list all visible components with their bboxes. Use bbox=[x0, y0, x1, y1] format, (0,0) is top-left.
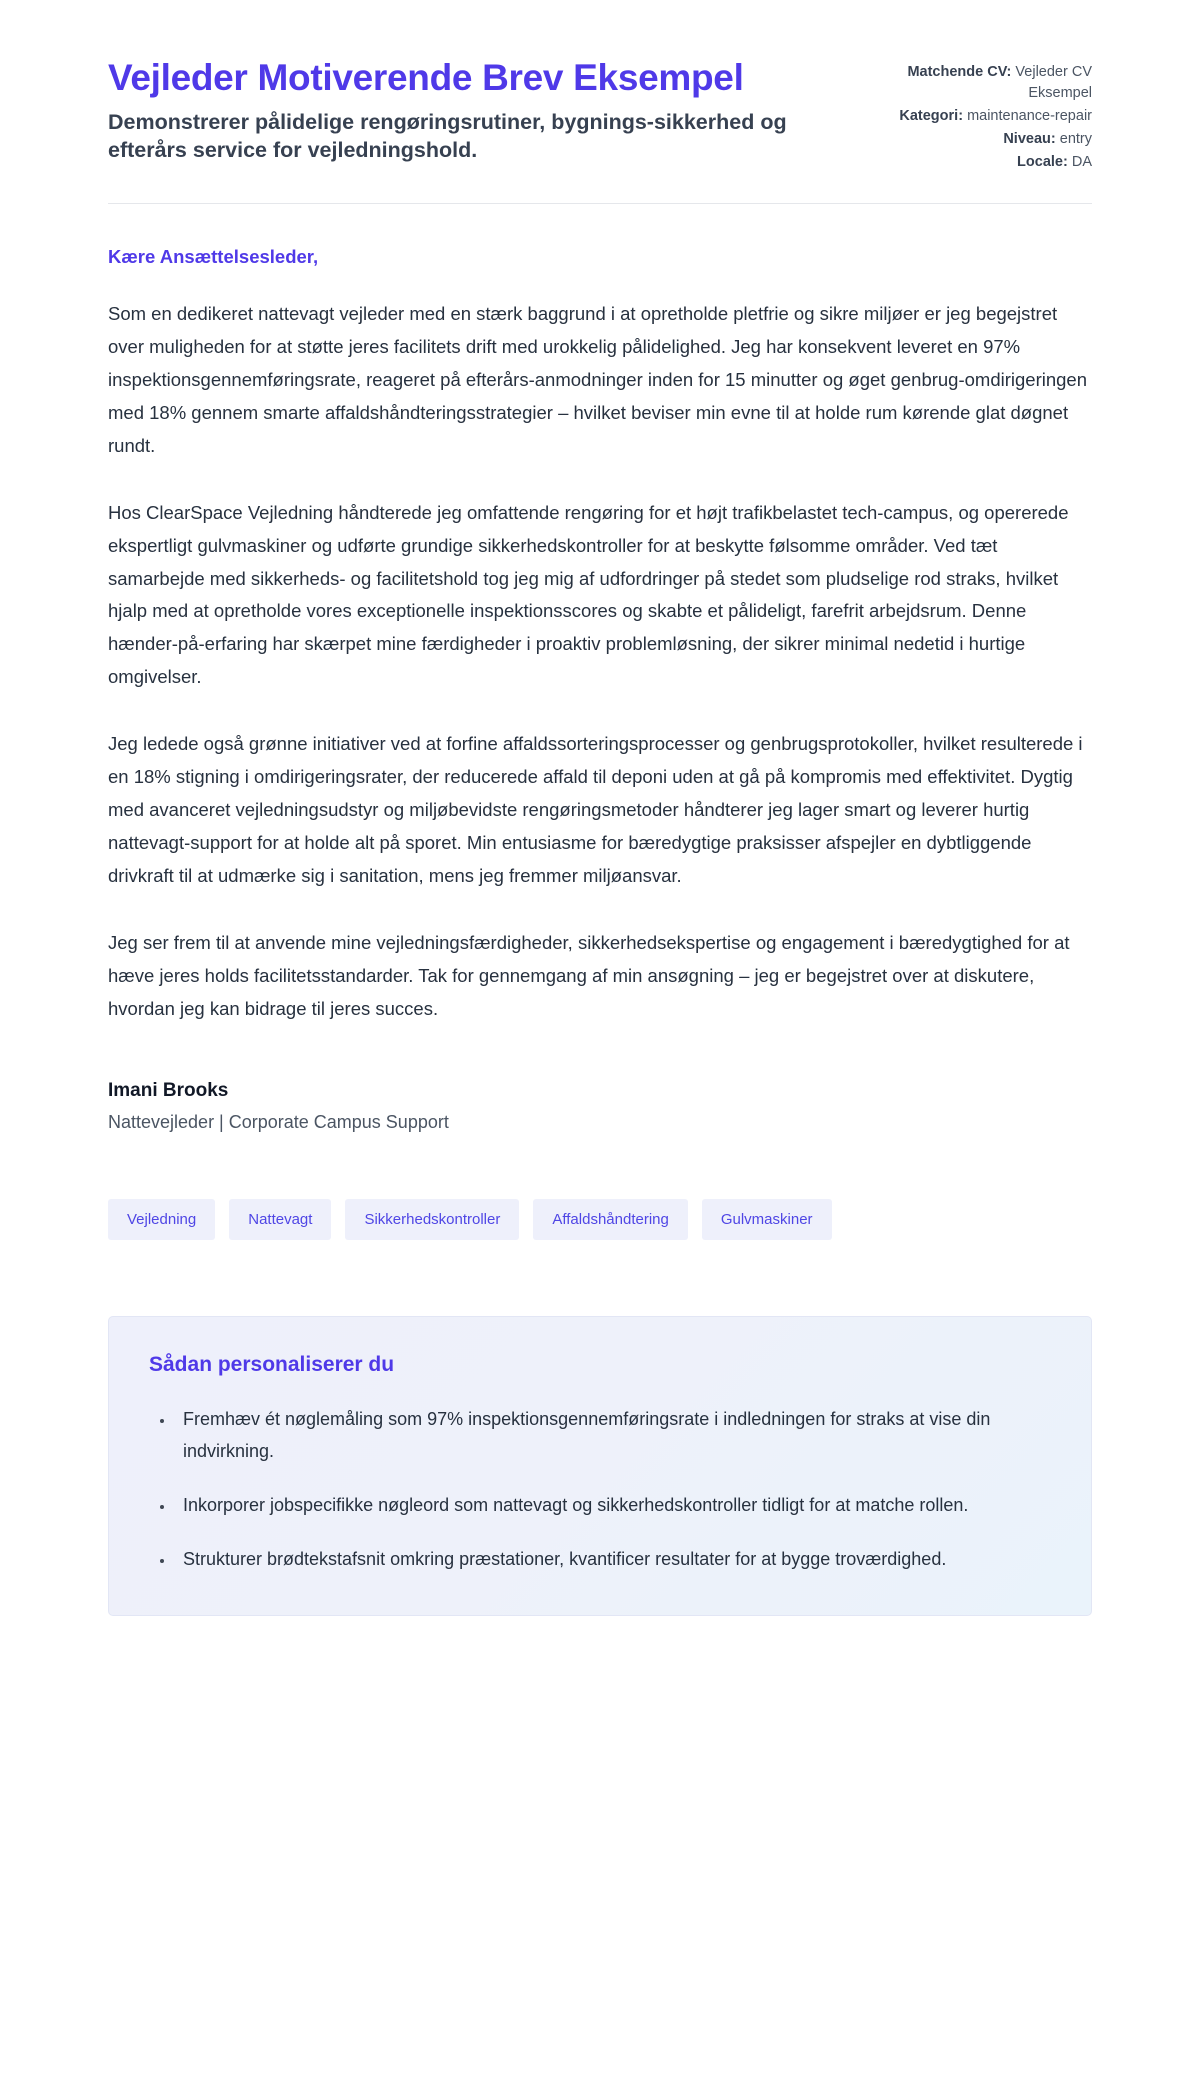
signature-role: Nattevejleder | Corporate Campus Support bbox=[108, 1111, 449, 1132]
page-subtitle: Demonstrerer pålidelige rengøringsrutiner, bygnings-sikkerhed og efterårs service for vejledningshold. bbox=[108, 109, 787, 163]
tag-chip[interactable]: Vejledning bbox=[108, 1199, 215, 1240]
letter-paragraph: Jeg ledede også grønne initiativer ved at forfine affaldssorteringsprocesser og genbrugsprotokoller, hvilket resulterede i en 18% stigning i omdirigeringsrater, der reducerede affald til deponi uden at gå på kompromis med effektivitet. Dygtig med avanceret vejledningsudstyr og miljøbevidste rengøringsmetoder håndterer jeg lager smart og leverer hurtig nattevagt-support for at holde alt på sporet. Min entusiasme for bæredygtige praksisser afspejler en dybtliggende drivkraft til at udmærke sig i sanitation, mens jeg fremmer miljøansvar. bbox=[108, 733, 1083, 886]
tag-list bbox=[108, 1199, 1092, 1240]
meta-value-level: entry bbox=[1059, 131, 1092, 148]
meta-label-matching-cv: Matchende CV: bbox=[907, 64, 1012, 80]
meta-row-matching-cv bbox=[862, 62, 1092, 104]
letter-salutation: Kære Ansættelsesleder, bbox=[108, 246, 319, 268]
letter-paragraph: Som en dedikeret nattevagt vejleder med en stærk baggrund i at opretholde pletfrie og sikre miljøer er jeg begejstret over muligheden for at støtte jeres facilitets drift med urokkelig pålidelighed. Jeg har konsekvent leveret en 97% inspektionsgennemføringsrate, reageret på efterårs-anmodninger inden for 15 minutter og øget genbrug-omdirigeringen med 18% gennem smarte affaldshåndteringsstrategier – hvilket beviser min evne til at holde rum kørende glat døgnet rundt. bbox=[108, 303, 1088, 456]
header-title-block bbox=[108, 56, 822, 164]
meta-label-locale: Locale: bbox=[1017, 154, 1068, 171]
meta-value-category: maintenance-repair bbox=[967, 108, 1092, 125]
signature-name: Imani Brooks bbox=[108, 1079, 229, 1101]
tag-chip[interactable]: Nattevagt bbox=[229, 1199, 331, 1240]
tip-item: • Fremhæv ét nøglemåling som 97% inspektionsgennemføringsrate i indledningen for straks at vise din indvirkning. bbox=[175, 1403, 1051, 1467]
letter-paragraph: Jeg ser frem til at anvende mine vejledningsfærdigheder, sikkerhedsekspertise og engagement i bæredygtighed for at hæve jeres holds facilitetsstandarder. Tak for gennemgang af min ansøgning – jeg er begejstret over at diskutere, hvordan jeg kan bidrage til jeres succes. bbox=[108, 931, 1070, 1019]
personalization-tips-card bbox=[108, 1316, 1092, 1616]
tag-chip[interactable]: Gulvmaskiner bbox=[702, 1199, 832, 1240]
meta-row-level bbox=[862, 129, 1092, 150]
cover-letter-body bbox=[108, 204, 1092, 1616]
meta-value-locale: DA bbox=[1071, 154, 1092, 171]
letter-paragraph: Hos ClearSpace Vejledning håndterede jeg omfattende rengøring for et højt trafikbelastet tech-campus, og opererede ekspertligt gulvmaskiner og udførte grundige sikkerhedskontroller for at beskytte følsomme områder. Ved tæt samarbejde med sikkerheds- og facilitetshold tog jeg mig af udfordringer på stedet som pludselige rod straks, hvilket hjalp med at opretholde vores exceptionelle inspektionsscores og skabte et pålideligt, farefrit arbejdsrum. Denne hænder-på-erfaring har skærpet mine færdigheder i proaktiv problemløsning, der sikrer minimal nedetid i hurtige omgivelser. bbox=[108, 501, 1069, 688]
tip-item: • Strukturer brødtekstafsnit omkring præstationer, kvantificer resultater for at bygge troværdighed. bbox=[175, 1543, 1051, 1575]
tip-item: • Inkorporer jobspecifikke nøgleord som nattevagt og sikkerhedskontroller tidligt for at matche rollen. bbox=[175, 1489, 1051, 1521]
page-title: Vejleder Motiverende Brev Eksempel bbox=[108, 57, 744, 98]
meta-row-locale bbox=[862, 152, 1092, 173]
tips-title: Sådan personaliserer du bbox=[149, 1352, 395, 1376]
meta-label-category: Kategori: bbox=[899, 108, 964, 125]
tag-chip[interactable]: Affaldshåndtering bbox=[533, 1199, 687, 1240]
signature-block bbox=[108, 1080, 1092, 1133]
tag-chip[interactable]: Sikkerhedskontroller bbox=[345, 1199, 519, 1240]
meta-value-matching-cv: Vejleder CV Eksempel bbox=[1015, 64, 1092, 102]
document-metadata bbox=[862, 56, 1092, 175]
meta-row-category bbox=[862, 106, 1092, 127]
meta-label-level: Niveau: bbox=[1003, 131, 1056, 148]
document-header bbox=[108, 0, 1092, 175]
tips-list bbox=[149, 1403, 1051, 1575]
